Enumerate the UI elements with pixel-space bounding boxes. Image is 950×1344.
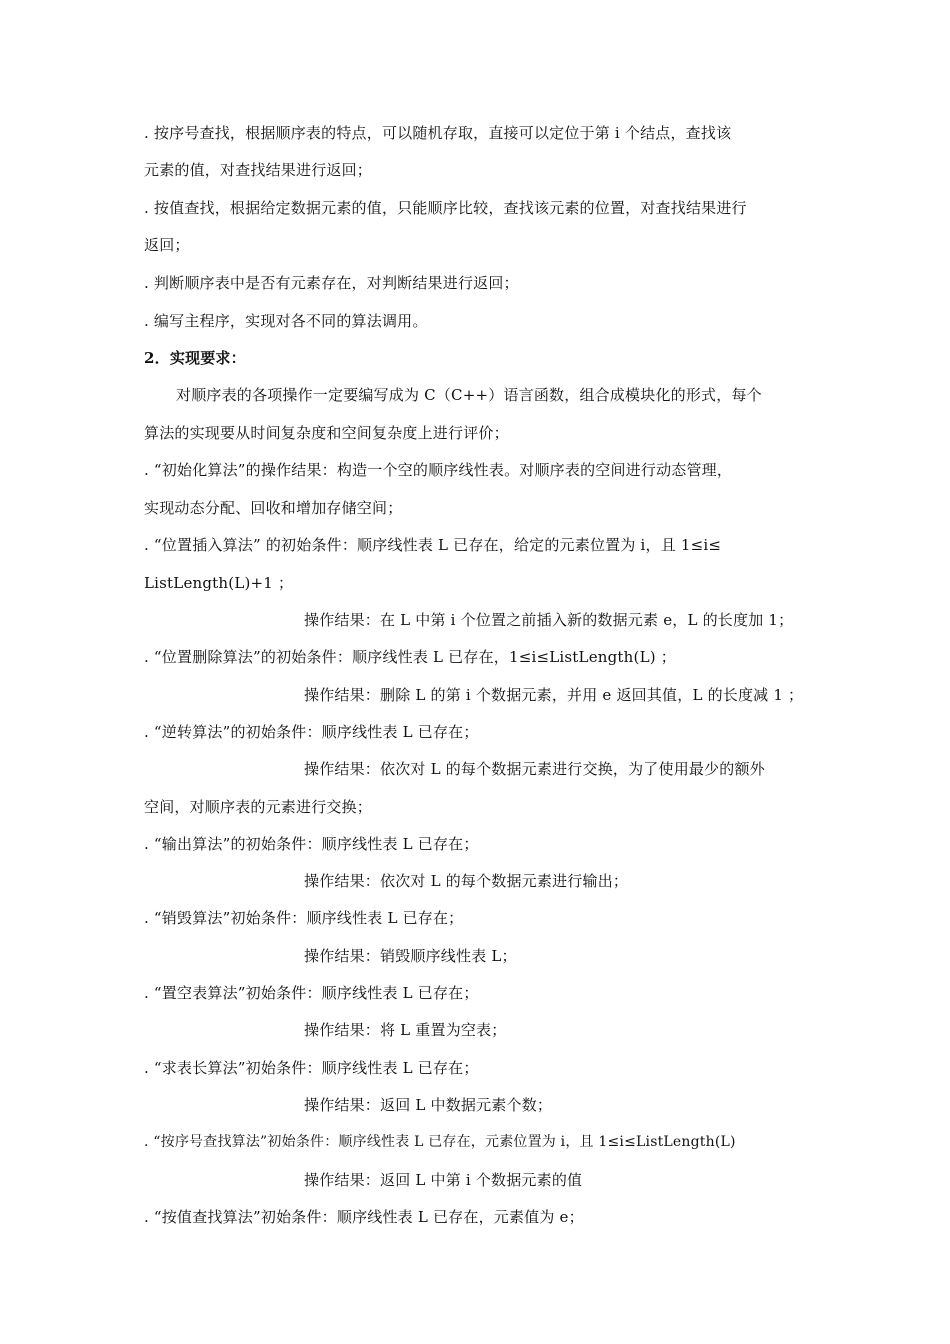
text-line: 算法的实现要从时间复杂度和空间复杂度上进行评价； [144,424,509,442]
text-line: 操作结果：依次对 L 的每个数据元素进行输出； [304,872,629,890]
text-line: ListLength(L)+1 ； [144,574,294,592]
text-line: . 编写主程序，实现对各不同的算法调用。 [144,312,428,330]
text-line: . “初始化算法”的操作结果：构造一个空的顺序线性表。对顺序表的空间进行动态管理， [144,461,733,479]
text-line: . “位置删除算法”的初始条件：顺序线性表 L 已存在，1≤i≤ListLength(L) ； [144,648,676,666]
text-line: 返回； [144,236,190,254]
text-line: 操作结果：删除 L 的第 i 个数据元素，并用 e 返回其值，L 的长度减 1 ； [304,686,804,704]
text-line: 操作结果：在 L 中第 i 个位置之前插入新的数据元素 e，L 的长度加 1； [304,611,794,629]
text-line: 实现动态分配、回收和增加存储空间； [144,499,403,517]
text-line: 对顺序表的各项操作一定要编写成为 C（C++）语言函数，组合成模块化的形式，每个 [176,386,762,404]
text-line: . “位置插入算法” 的初始条件：顺序线性表 L 已存在，给定的元素位置为 i，且 1≤i≤ [144,536,722,554]
text-line: . “逆转算法”的初始条件：顺序线性表 L 已存在； [144,723,479,741]
text-line: . 按值查找，根据给定数据元素的值，只能顺序比较，查找该元素的位置，对查找结果进行 [144,199,747,217]
text-line: 空间，对顺序表的元素进行交换； [144,798,373,816]
text-line: 元素的值，对查找结果进行返回； [144,161,373,179]
text-line: 操作结果：销毁顺序线性表 L； [304,947,517,965]
text-line: . 判断顺序表中是否有元素存在，对判断结果进行返回； [144,274,519,292]
text-line: . 按序号查找，根据顺序表的特点，可以随机存取，直接可以定位于第 i 个结点，查找该 [144,124,732,142]
text-line: . “输出算法”的初始条件：顺序线性表 L 已存在； [144,835,479,853]
section-heading: 2．实现要求： [144,349,246,367]
text-line: . “求表长算法”初始条件：顺序线性表 L 已存在； [144,1059,479,1077]
text-line: . “按序号查找算法”初始条件：顺序线性表 L 已存在，元素位置为 i，且 1≤i≤ListLength(L) [144,1134,736,1150]
text-line: 操作结果：依次对 L 的每个数据元素进行交换，为了使用最少的额外 [304,760,765,778]
text-line: . “置空表算法”初始条件：顺序线性表 L 已存在； [144,984,479,1002]
text-line: . “按值查找算法”初始条件：顺序线性表 L 已存在，元素值为 e； [144,1208,584,1226]
text-line: 操作结果：返回 L 中第 i 个数据元素的值 [304,1171,583,1189]
text-line: 操作结果：返回 L 中数据元素个数； [304,1096,553,1114]
text-line: . “销毁算法”初始条件：顺序线性表 L 已存在； [144,909,464,927]
text-line: 操作结果：将 L 重置为空表； [304,1021,507,1039]
